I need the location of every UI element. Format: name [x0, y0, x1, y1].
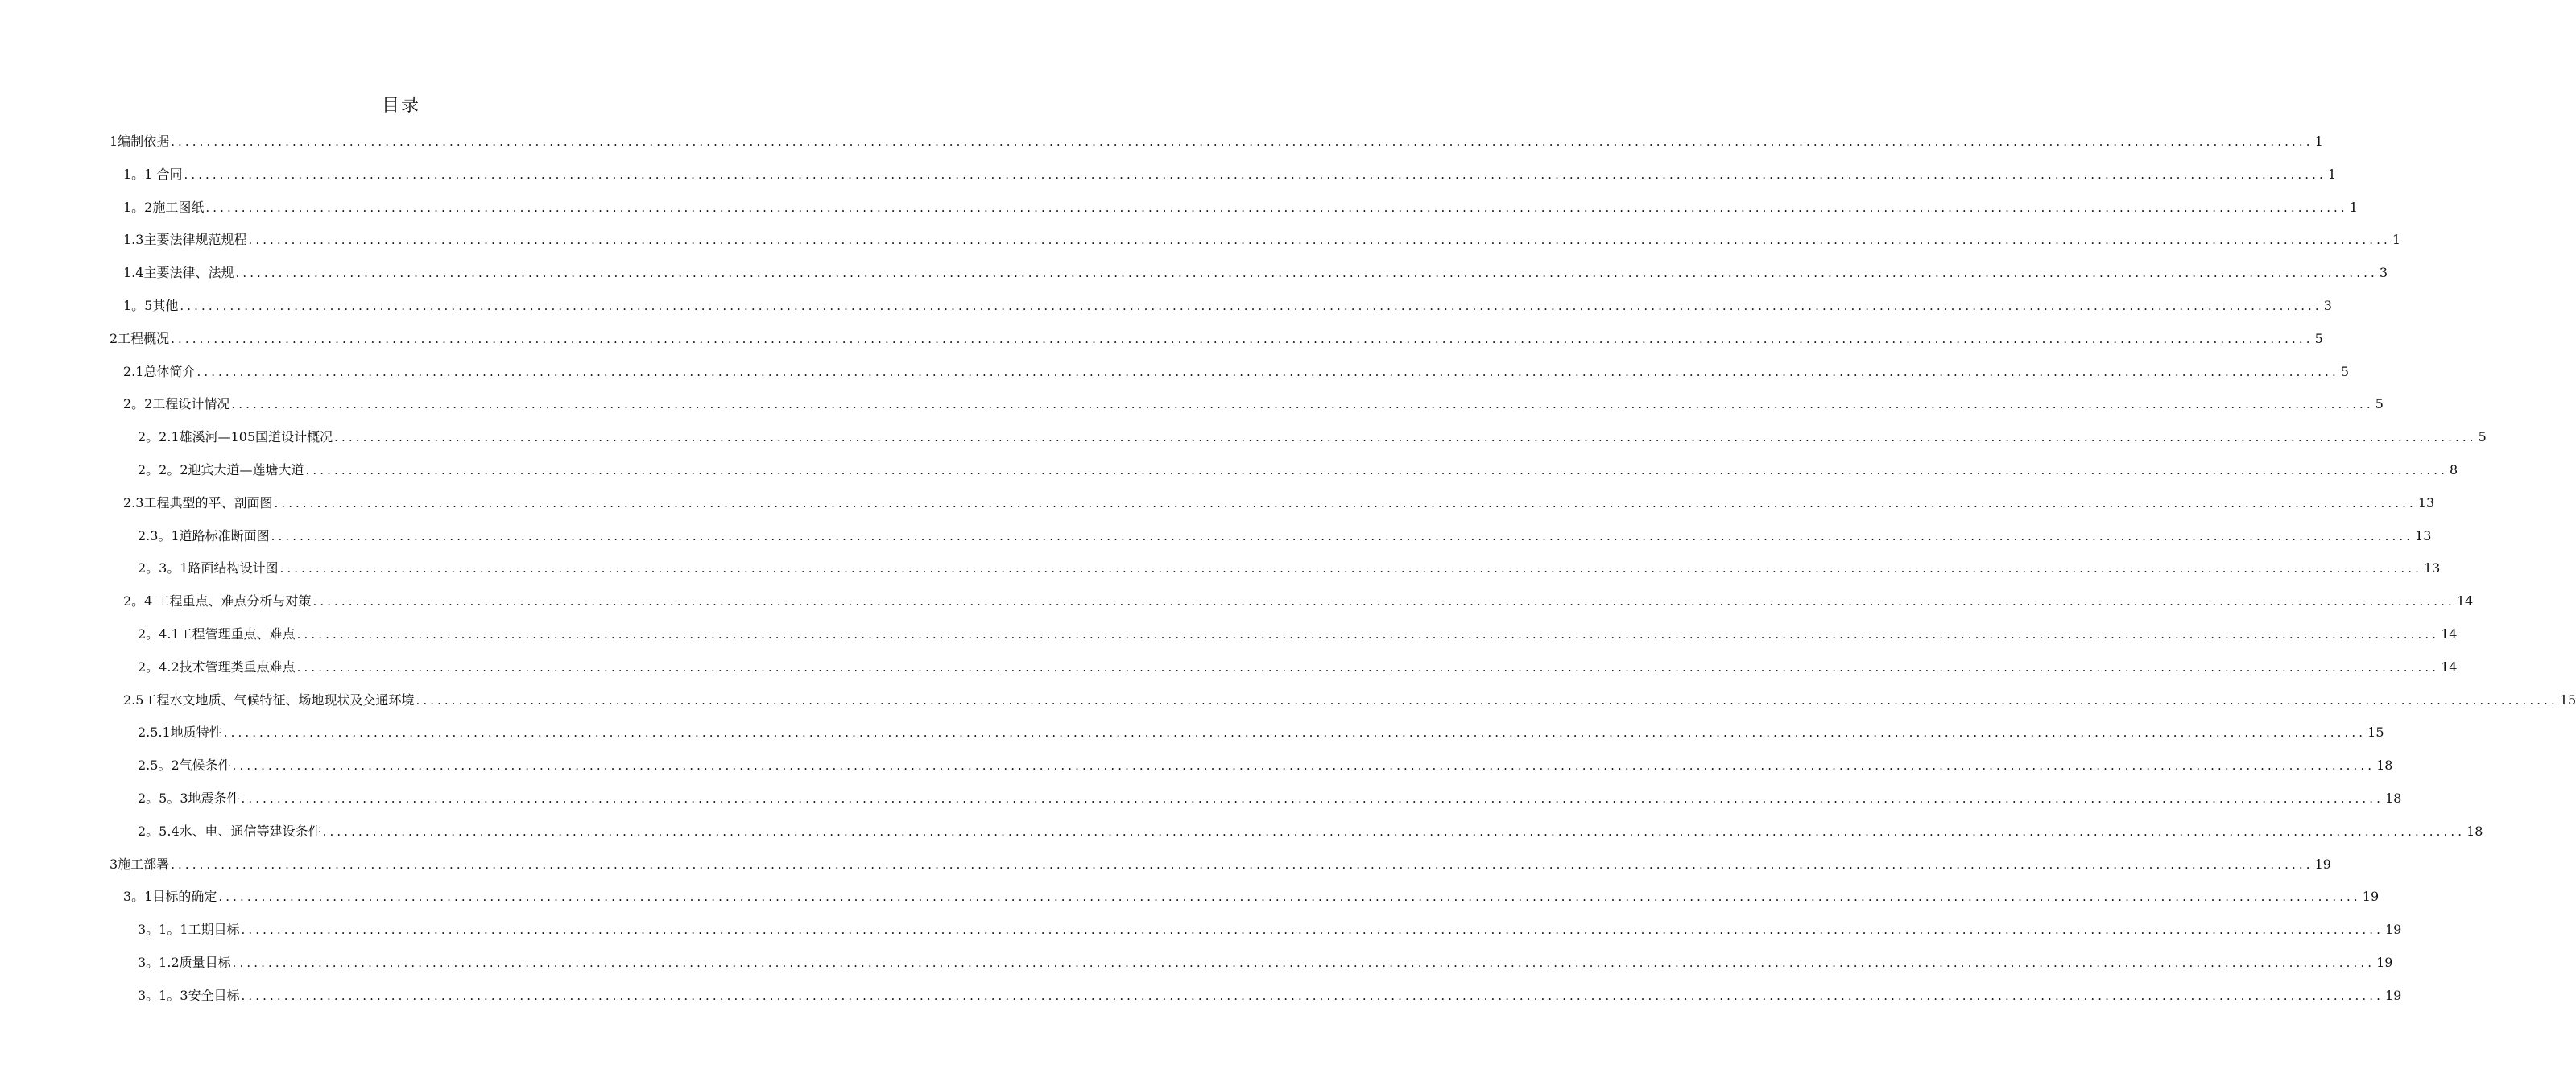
toc-entry-label: 3。1目标的确定: [123, 889, 217, 905]
toc-entry-label: 2.3工程典型的平、剖面图: [123, 494, 273, 510]
toc-entry[interactable]: [123, 690, 2576, 711]
toc-entry[interactable]: [138, 788, 2402, 809]
toc-dot-leader: ............................................................................................................................................................................................................................................................................................................: [171, 331, 2313, 346]
toc-entry[interactable]: [138, 624, 2458, 645]
toc-entry-label: 2.3。1道路标准断面图: [138, 527, 270, 543]
toc-entry-label: 1。1 合同: [123, 166, 183, 182]
toc-entry[interactable]: [138, 722, 2384, 743]
toc-entry-page-number: 18: [2466, 823, 2483, 839]
toc-entry-label: 2。2。2迎宾大道—莲塘大道: [138, 462, 304, 477]
toc-entry[interactable]: [138, 427, 2487, 448]
toc-dot-leader: ............................................................................................................................................................................................................................................................................................................: [180, 299, 2322, 313]
toc-entry-label: 3施工部署: [110, 856, 170, 872]
toc-entry-page-number: 19: [2384, 922, 2402, 938]
toc-entry[interactable]: [123, 886, 2380, 907]
toc-entry[interactable]: [138, 821, 2483, 842]
toc-entry[interactable]: [138, 755, 2393, 776]
toc-entry-page-number: 1: [2349, 199, 2358, 215]
toc-entry-label: 2。2工程设计情况: [123, 396, 230, 412]
toc-dot-leader: ............................................................................................................................................................................................................................................................................................................: [196, 364, 2339, 379]
toc-entry-page-number: 15: [2559, 692, 2576, 708]
toc-entry-label: 2.5.1地质特性: [138, 725, 222, 741]
toc-entry[interactable]: [110, 131, 2323, 152]
toc-entry-page-number: 3: [2379, 265, 2388, 281]
toc-entry-label: 2。4 工程重点、难点分析与对策: [123, 593, 312, 609]
toc-dot-leader: ............................................................................................................................................................................................................................................................................................................: [296, 627, 2440, 642]
toc-dot-leader: ............................................................................................................................................................................................................................................................................................................: [241, 923, 2384, 938]
toc-entry-page-number: 15: [2367, 725, 2384, 741]
toc-entry-label: 2。5.4水、电、通信等建设条件: [138, 823, 321, 839]
toc-entry-page-number: 14: [2456, 593, 2474, 609]
toc-dot-leader: ............................................................................................................................................................................................................................................................................................................: [279, 561, 2422, 576]
toc-dot-leader: ............................................................................................................................................................................................................................................................................................................: [271, 528, 2414, 543]
toc-entry-label: 3。1。1工期目标: [138, 922, 240, 938]
toc-dot-leader: ............................................................................................................................................................................................................................................................................................................: [334, 430, 2477, 445]
toc-entry[interactable]: [123, 262, 2388, 283]
toc-dot-leader: ............................................................................................................................................................................................................................................................................................................: [171, 134, 2313, 149]
toc-dot-leader: ............................................................................................................................................................................................................................................................................................................: [322, 824, 2466, 839]
toc-dot-leader: ............................................................................................................................................................................................................................................................................................................: [305, 463, 2448, 477]
page-title: 目录: [381, 96, 420, 116]
toc-entry[interactable]: [138, 460, 2458, 481]
toc-dot-leader: ............................................................................................................................................................................................................................................................................................................: [235, 266, 2378, 281]
toc-entry-label: 1。2施工图纸: [123, 199, 205, 215]
toc-entry[interactable]: [138, 985, 2402, 1006]
toc-entry-page-number: 5: [2375, 396, 2384, 412]
toc-entry[interactable]: [123, 591, 2474, 612]
toc-entry-page-number: 18: [2384, 791, 2402, 806]
toc-entry-label: 1.4主要法律、法规: [123, 265, 234, 281]
toc-entry[interactable]: [138, 952, 2393, 973]
toc-entry-label: 2.1总体简介: [123, 363, 196, 379]
toc-entry[interactable]: [138, 526, 2432, 547]
toc-entry-page-number: 5: [2478, 429, 2487, 445]
toc-entry-page-number: 19: [2362, 889, 2380, 905]
toc-entry-label: 2。2.1雄溪河—105国道设计概况: [138, 429, 333, 445]
toc-entry[interactable]: [138, 657, 2458, 678]
toc-entry[interactable]: [123, 295, 2332, 316]
toc-entry[interactable]: [123, 197, 2358, 218]
toc-entry-page-number: 5: [2314, 330, 2323, 346]
toc-dot-leader: ............................................................................................................................................................................................................................................................................................................: [416, 692, 2558, 708]
toc-entry-page-number: 5: [2340, 363, 2350, 379]
toc-entry-page-number: 8: [2449, 462, 2458, 477]
toc-entry[interactable]: [123, 493, 2435, 514]
toc-entry-page-number: 13: [2417, 494, 2435, 510]
toc-entry-page-number: 13: [2423, 560, 2441, 576]
toc-dot-leader: ............................................................................................................................................................................................................................................................................................................: [296, 659, 2440, 675]
toc-entry-page-number: 18: [2376, 758, 2393, 774]
toc-entry-label: 2。5。3地震条件: [138, 791, 240, 806]
toc-entry-label: 2工程概况: [110, 330, 170, 346]
toc-entry-page-number: 1: [2314, 134, 2323, 149]
toc-entry-page-number: 19: [2384, 987, 2402, 1003]
toc-entry[interactable]: [123, 229, 2401, 250]
toc-entry-label: 2。4.2技术管理类重点难点: [138, 659, 296, 675]
toc-dot-leader: ............................................................................................................................................................................................................................................................................................................: [184, 167, 2326, 182]
toc-dot-leader: ............................................................................................................................................................................................................................................................................................................: [312, 594, 2455, 609]
toc-entry[interactable]: [123, 394, 2384, 415]
toc-entry-label: 3。1。3安全目标: [138, 987, 240, 1003]
toc-dot-leader: ............................................................................................................................................................................................................................................................................................................: [232, 758, 2375, 774]
toc-entry[interactable]: [123, 164, 2337, 185]
toc-dot-leader: ............................................................................................................................................................................................................................................................................................................: [241, 791, 2384, 806]
toc-entry[interactable]: [110, 854, 2331, 875]
toc-dot-leader: ............................................................................................................................................................................................................................................................................................................: [171, 857, 2313, 872]
toc-dot-leader: ............................................................................................................................................................................................................................................................................................................: [205, 200, 2348, 215]
toc-entry-page-number: 19: [2376, 955, 2393, 970]
toc-dot-leader: ............................................................................................................................................................................................................................................................................................................: [241, 988, 2384, 1003]
toc-entry[interactable]: [138, 919, 2402, 940]
toc-entry-page-number: 1: [2327, 166, 2337, 182]
toc-entry-label: 1.3主要法律规范规程: [123, 232, 247, 248]
toc-dot-leader: ............................................................................................................................................................................................................................................................................................................: [231, 397, 2374, 412]
toc-entry-label: 1编制依据: [110, 134, 170, 149]
toc-entry-page-number: 3: [2323, 298, 2332, 313]
toc-entry-page-number: 14: [2441, 626, 2458, 642]
toc-dot-leader: ............................................................................................................................................................................................................................................................................................................: [248, 233, 2391, 248]
toc-entry[interactable]: [138, 558, 2441, 579]
toc-dot-leader: ............................................................................................................................................................................................................................................................................................................: [218, 890, 2361, 905]
toc-entry-label: 3。1.2质量目标: [138, 955, 231, 970]
toc-dot-leader: ............................................................................................................................................................................................................................................................................................................: [274, 495, 2417, 510]
toc-entry-label: 2.5工程水文地质、气候特征、场地现状及交通环境: [123, 692, 415, 708]
toc-entry-label: 2。4.1工程管理重点、难点: [138, 626, 296, 642]
toc-entry-label: 1。5其他: [123, 298, 179, 313]
toc-dot-leader: ............................................................................................................................................................................................................................................................................................................: [232, 956, 2375, 970]
toc-entry-page-number: 19: [2314, 856, 2331, 872]
toc-entry-label: 2。3。1路面结构设计图: [138, 560, 279, 576]
toc-entry[interactable]: [110, 328, 2323, 349]
toc-entry[interactable]: [123, 361, 2350, 382]
toc-entry-page-number: 13: [2415, 527, 2432, 543]
toc-entry-page-number: 1: [2392, 232, 2401, 248]
toc-dot-leader: ............................................................................................................................................................................................................................................................................................................: [223, 725, 2367, 741]
toc-entry-page-number: 14: [2441, 659, 2458, 675]
toc-entry-label: 2.5。2气候条件: [138, 758, 231, 774]
